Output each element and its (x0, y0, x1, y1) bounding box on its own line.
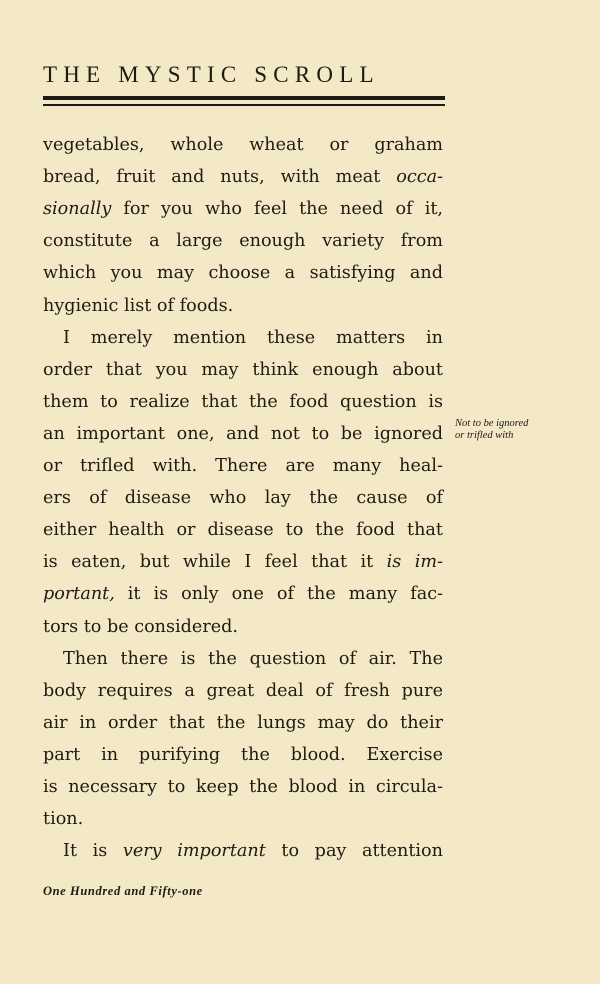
italic-text: is im- (386, 552, 443, 573)
text-segment: bread, fruit and nuts, with meat (43, 167, 397, 188)
text-line (43, 423, 443, 445)
text-segment: air in order that the lungs may do their (43, 712, 443, 733)
text-line (43, 744, 443, 766)
text-segment: which you may choose a satisfying and (43, 263, 443, 284)
italic-text: occa- (396, 167, 443, 188)
text-line (43, 198, 443, 220)
text-line (43, 391, 443, 413)
text-line (43, 230, 443, 252)
text-line (43, 134, 443, 156)
text-segment: or trifled with. There are many heal- (43, 456, 443, 476)
text-segment: hygienic list of foods. (43, 295, 234, 316)
text-line (63, 648, 443, 670)
text-line (43, 712, 443, 734)
text-line (43, 551, 443, 573)
text-segment: it is only one of the many fac- (114, 584, 443, 605)
italic-text: portant, (43, 584, 115, 605)
text-segment: tion. (43, 809, 84, 830)
header-rule-thin (43, 104, 445, 106)
text-line (43, 583, 443, 605)
margin-note-line: or trifled with (455, 430, 514, 441)
text-line (43, 262, 443, 284)
text-segment: an important one, and not to be ignored (43, 423, 443, 444)
text-line (43, 519, 443, 541)
text-segment: is necessary to keep the blood in circula- (43, 777, 443, 797)
text-segment: for you who feel the need of it, (111, 199, 443, 220)
text-segment: It is (63, 841, 123, 862)
text-segment: part in purifying the blood. Exercise (43, 744, 443, 765)
header-rule-thick (43, 96, 445, 100)
text-segment: to pay attention (265, 841, 443, 862)
text-line (43, 776, 443, 798)
text-line (43, 808, 443, 830)
text-line (63, 840, 443, 862)
text-line (43, 166, 443, 188)
margin-note-line: Not to be ignored (455, 418, 529, 429)
text-line (43, 616, 443, 638)
page-number-text: One Hundred and Fifty-one (43, 884, 203, 898)
text-segment: Then there is the question of air. The (63, 648, 443, 669)
text-segment: tors to be considered. (43, 616, 239, 637)
text-segment: order that you may think enough about (43, 359, 443, 380)
text-segment: either health or disease to the food that (43, 520, 443, 541)
text-line (43, 295, 443, 317)
running-head: THE MYSTIC SCROLL (43, 62, 380, 87)
margin-note (455, 418, 528, 442)
text-line (43, 487, 443, 509)
italic-text: sionally (43, 199, 112, 220)
text-segment: them to realize that the food question is (43, 391, 443, 412)
text-line (63, 327, 443, 349)
text-segment: ers of disease who lay the cause of (43, 488, 443, 509)
text-segment: body requires a great deal of fresh pure (43, 680, 443, 701)
text-segment: I merely mention these matters in (63, 327, 443, 348)
text-line (43, 680, 443, 702)
text-segment: vegetables, whole wheat or graham (43, 135, 443, 155)
text-segment: constitute a large enough variety from (43, 231, 443, 252)
text-line (43, 359, 443, 381)
text-line (43, 455, 443, 477)
text-segment: is eaten, but while I feel that it (43, 552, 387, 573)
italic-text: very important (122, 841, 266, 862)
